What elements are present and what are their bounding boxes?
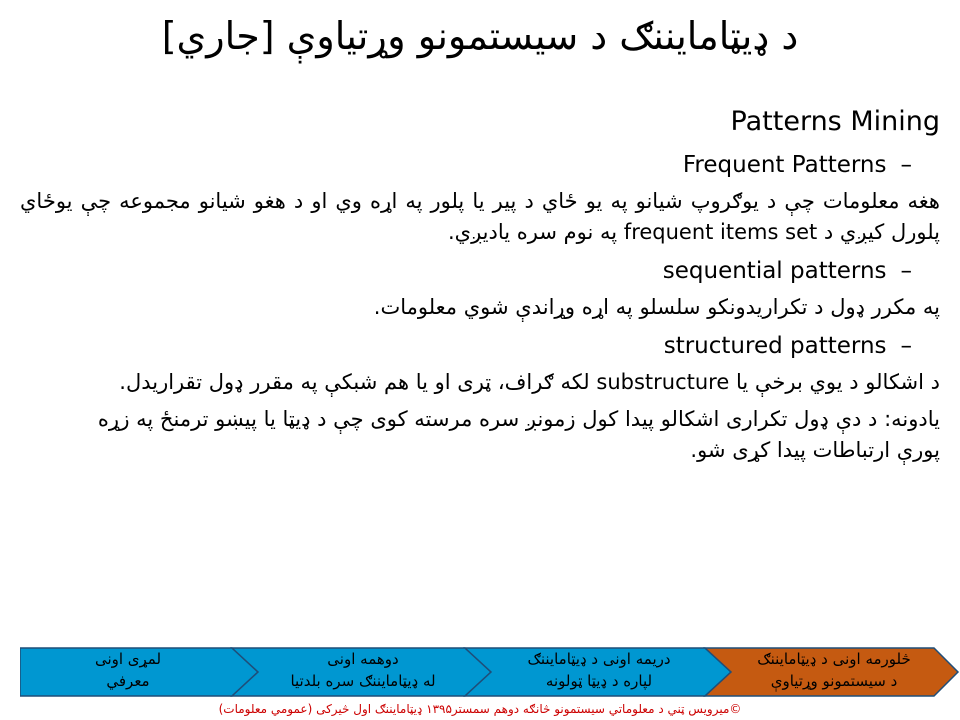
dash-marker: – [900, 152, 912, 178]
slide-content [20, 100, 940, 466]
nav-item-week-4-line1: څلورمه اونی د ډیټامایننګ [757, 650, 911, 668]
nav-item-week-4-line2: د سیستمونو وړتیاوې [770, 672, 898, 690]
week-navigation [20, 646, 960, 698]
frequent-patterns-text: هغه معلومات چې د یوګروپ شیانو په یو ځاي د پیر یا پلور په اړه وي او د هغو شیانو مجموعه چې یوځاي پلورل کیږي د frequent items set په نوم سره یادیږي. [20, 189, 940, 244]
structured-patterns-text: د اشکالو د یوي برخې یا substructure لکه ګراف، ټری او یا هم شبکې په مقرر ډول تقراریدل. [119, 370, 940, 394]
subheading-label: sequential patterns [662, 258, 887, 284]
nav-item-week-2[interactable] [258, 648, 468, 696]
slide-title: د ډیټامایننګ د سیستمونو وړتیاوې [جاري] [161, 14, 799, 58]
nav-item-week-3-line1: دریمه اونی د ډیټامایننګ [527, 650, 671, 668]
nav-item-week-1-line1: لمړی اونی [94, 650, 162, 668]
sequential-patterns-text: په مکرر ډول د تکراریدونکو سلسلو په اړه وړاندې شوي معلومات. [373, 295, 940, 319]
subheading-label: structured patterns [663, 333, 887, 359]
dash-marker: – [900, 333, 912, 359]
nav-item-week-1[interactable] [28, 648, 228, 696]
note-text: یادونه: د دې ډول تکراری اشکالو پیدا کول زمونږ سره مرسته کوی چې د ډیټا یا پیښو ترمنځ په زړه پورې ارتباطات پیدا کړی شو. [97, 407, 940, 462]
subheading-label: Frequent Patterns [682, 152, 887, 178]
nav-item-week-4[interactable] [731, 648, 937, 696]
nav-item-week-1-line2: معرفي [106, 672, 150, 690]
nav-item-week-3-line2: لپاره د ډیټا ټولونه [545, 672, 653, 690]
subheading-structured-patterns [20, 327, 940, 365]
subheading-frequent-patterns [20, 146, 940, 184]
nav-item-week-2-line1: دوهمه اونی [327, 650, 399, 668]
heading-patterns-mining: Patterns Mining [730, 106, 940, 137]
subheading-sequential-patterns [20, 252, 940, 290]
slide-footer: ©میرویس ټني د معلوماتي سیستمونو څانګه دوهم سمستر۱۳۹۵ ډیټامایننګ اول څیرکی (عمومي معلومات) [218, 702, 742, 716]
nav-item-week-3[interactable] [491, 648, 707, 696]
dash-marker: – [900, 258, 912, 284]
nav-item-week-2-line2: له ډیټامایننګ سره بلدتیا [290, 672, 436, 690]
